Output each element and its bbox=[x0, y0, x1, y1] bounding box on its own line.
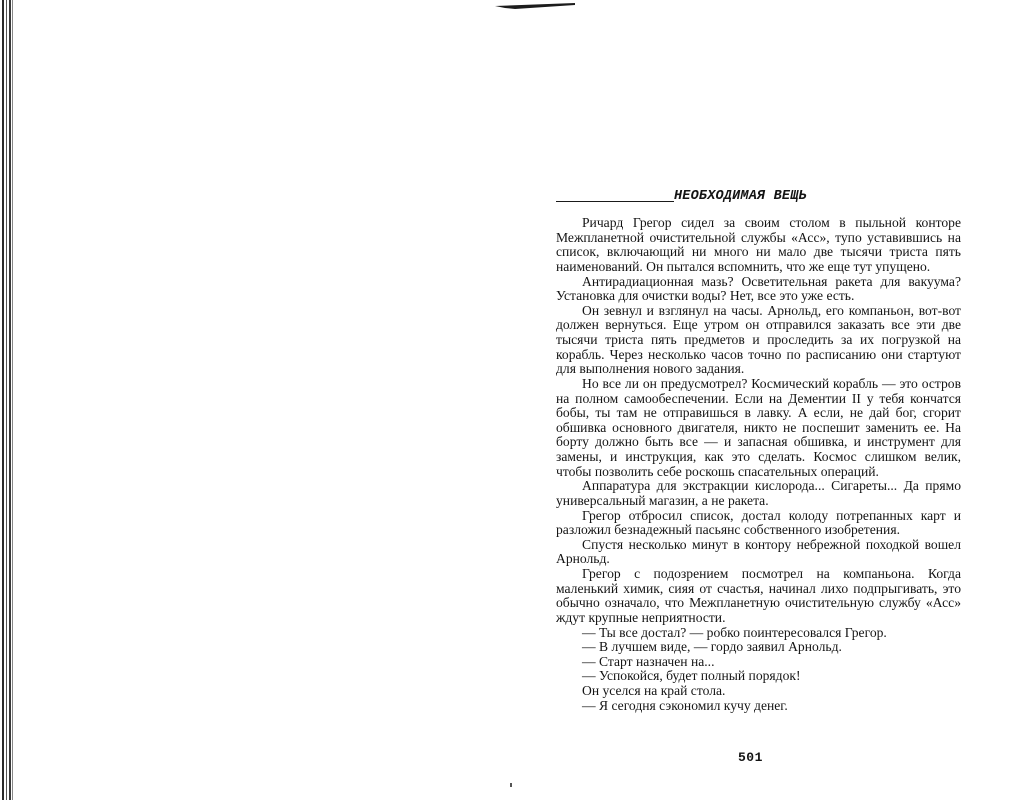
paragraph: Грегор с подозрением посмотрел на компаньона. Когда маленький химик, сияя от счастья, начинал лихо подпрыгивать, это обычно означало, что Межпланетную очистительную службу «Асс» ждут крупные неприятности. bbox=[556, 566, 961, 625]
binding-edge-shadow bbox=[0, 0, 14, 800]
running-title: НЕОБХОДИМАЯ ВЕЩЬ bbox=[674, 189, 807, 204]
paragraph: Спустя несколько минут в контору небрежной походкой вошел Арнольд. bbox=[556, 536, 961, 567]
paragraph: Он уселся на край стола. bbox=[582, 683, 726, 698]
dialogue-line: — Я сегодня сэкономил кучу денег. bbox=[582, 697, 788, 713]
paragraph: Грегор отбросил список, достал колоду потрепанных карт и разложил безнадежный пасьянс собственного изобретения. bbox=[556, 507, 961, 538]
running-header bbox=[556, 186, 961, 206]
dialogue-line: — Ты все достал? — робко поинтересовался Грегор. bbox=[582, 624, 887, 640]
paragraph: Аппаратура для экстракции кислорода... Сигареты... Да прямо универсальный магазин, а не ракета. bbox=[556, 478, 961, 508]
page-number: 501 bbox=[738, 750, 763, 765]
header-rule bbox=[556, 201, 674, 202]
paragraph: Антирадиационная мазь? Осветительная ракета для вакуума? Установка для очистки воды? Нет, все это уже есть. bbox=[556, 273, 961, 304]
scan-smudge-mark bbox=[495, 3, 575, 11]
scan-speck bbox=[510, 783, 512, 787]
paragraph: Но все ли он предусмотрел? Космический корабль — это остров на полном самообеспечении. Если на Дементии II у тебя кончатся бобы, ты там не отправишься в лавку. А если, не дай бог, сгорит обшивка основного двигателя, никто не поспешит заменить ее. На борту должно быть все — и запасная обшивка, и инструмент для замены, и инструкция, как это сделать. Космос слишком велик, чтобы позволить себе роскошь спасательных операций. bbox=[556, 375, 961, 479]
dialogue-line: — Старт назначен на... bbox=[582, 653, 715, 669]
paragraph: Он зевнул и взглянул на часы. Арнольд, его компаньон, вот-вот должен вернуться. Еще утром он отправился заказать все эти две тысячи триста пять предметов и проследить за их погрузкой на корабль. Через несколько часов точно по расписанию они стартуют для выполнения нового задания. bbox=[556, 302, 961, 377]
paragraph: Ричард Грегор сидел за своим столом в пыльной конторе Межпланетной очистительной службы «Асс», тупо уставившись на список, включающий ни много ни мало две тысячи триста пять наименований. Он пытался вспомнить, что же еще тут упущено. bbox=[556, 215, 961, 274]
dialogue-line: — В лучшем виде, — гордо заявил Арнольд. bbox=[582, 639, 842, 655]
dialogue-line: — Успокойся, будет полный порядок! bbox=[582, 668, 801, 684]
story-text bbox=[556, 216, 961, 713]
